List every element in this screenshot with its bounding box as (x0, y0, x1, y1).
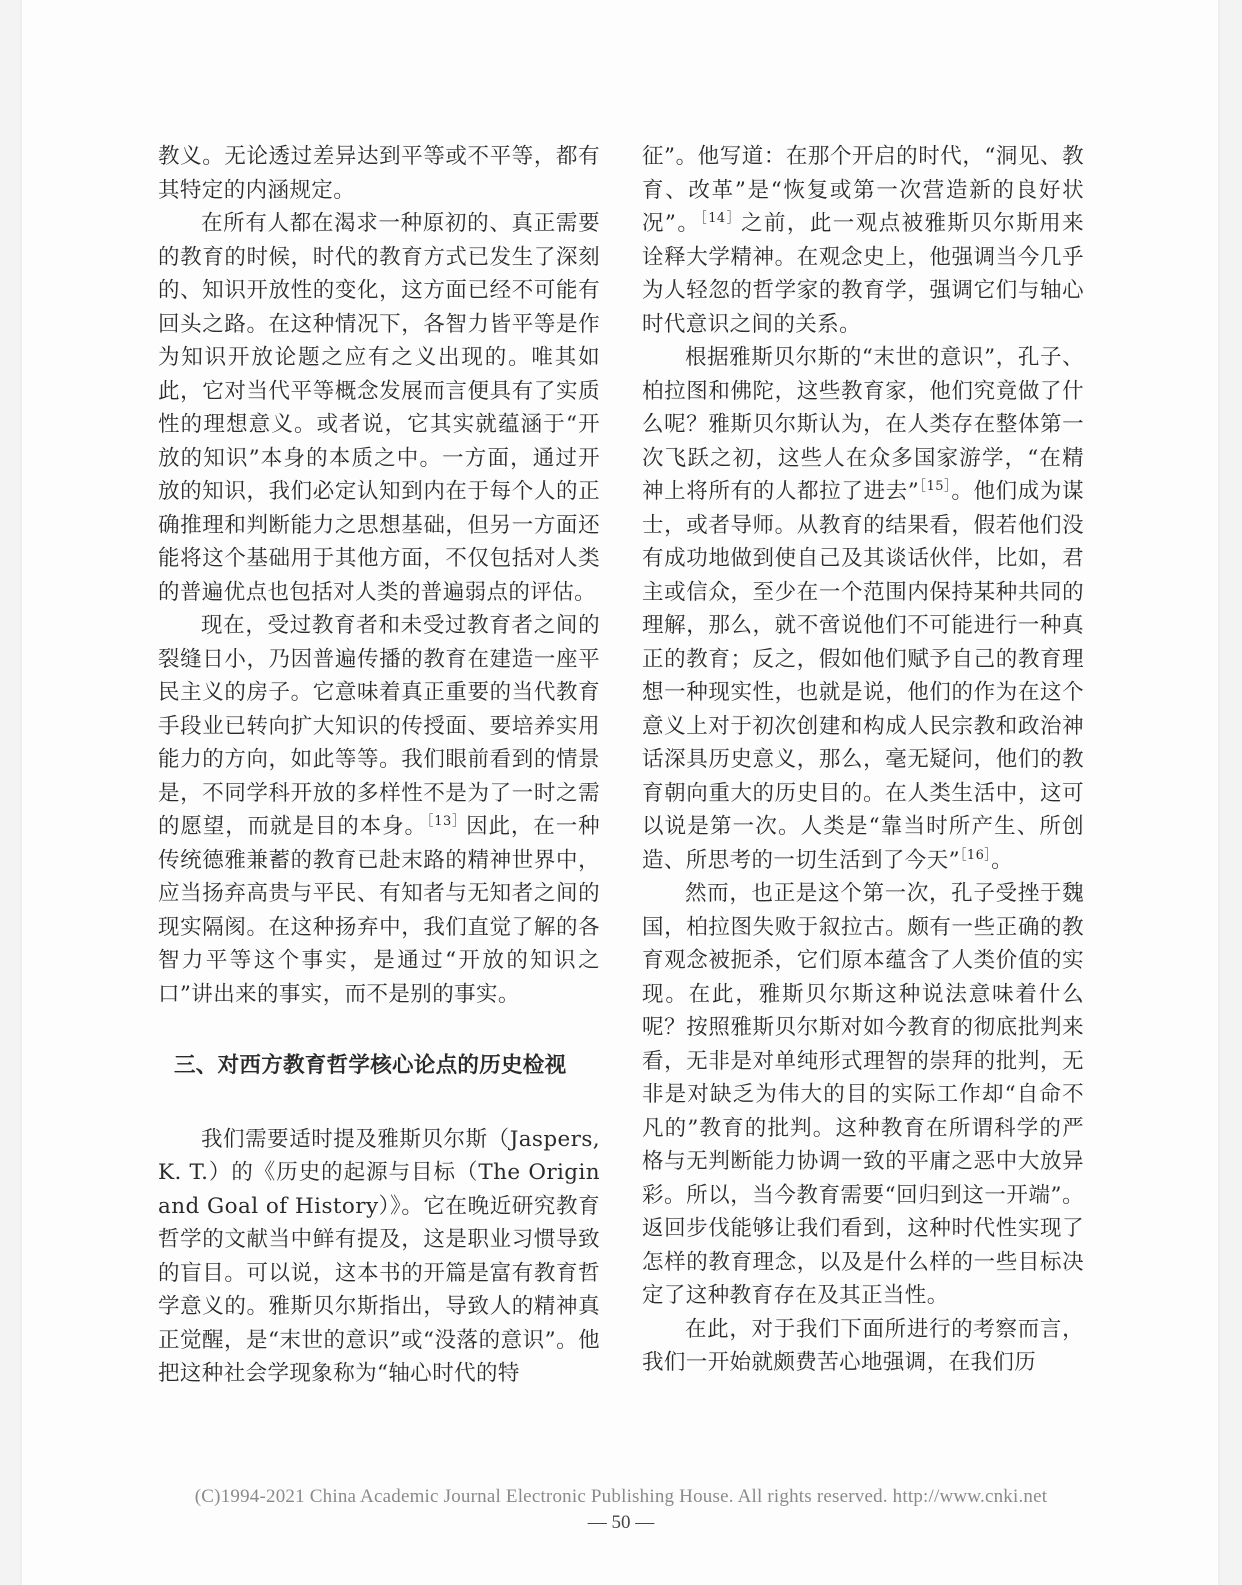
right-column (642, 140, 1084, 1380)
paragraph-text: 根据雅斯贝尔斯的“末世的意识”，孔子、柏拉图和佛陀，这些教育家，他们究竟做了什么呢？雅斯贝尔斯认为，在人类存在整体第一次飞跃之初，这些人在众多国家游学，“在精神上将所有的人都拉了进去” (642, 345, 1084, 504)
section-heading: 三、对西方教育哲学核心论点的历史检视 (174, 1053, 567, 1078)
citation-ref: ［15］ (919, 478, 952, 494)
paragraph: 然而，也正是这个第一次，孔子受挫于魏国，柏拉图失败于叙拉古。颇有一些正确的教育观念被扼杀，它们原本蕴含了人类价值的实现。在此，雅斯贝尔斯这种说法意味着什么呢？按照雅斯贝尔斯对如今教育的彻底批判来看，无非是对单纯形式理智的崇拜的批判，无非是对缺乏为伟大的目的实际工作却“自命不凡的”教育的批判。这种教育在所谓科学的严格与无判断能力协调一致的平庸之恶中大放异彩。所以，当今教育需要“回归到这一开端”。返回步伐能够让我们看到，这种时代性实现了怎样的教育理念，以及是什么样的一些目标决定了这种教育存在及其正当性。 (642, 881, 1084, 1308)
page-number: — 50 — (587, 1512, 655, 1533)
citation-ref: ［16］ (960, 847, 992, 863)
paragraph (158, 609, 600, 1011)
citation-ref: ［13］ (426, 813, 467, 829)
paragraph: 在所有人都在渴求一种原初的、真正需要的教育的时候，时代的教育方式已发生了深刻的、知识开放性的变化，这方面已经不可能有回头之路。在这种情况下，各智力皆平等是作为知识开放论题之应有之义出现的。唯其如此，它对当代平等概念发展而言便具有了实质性的理想意义。或者说，它其实就蕴涵于“开放的知识”本身的本质之中。一方面，通过开放的知识，我们必定认知到内在于每个人的正确推理和判断能力之思想基础，但另一方面还能将这个基础用于其他方面，不仅包括对人类的普遍优点也包括对人类的普遍弱点的评估。 (158, 211, 600, 605)
paragraph (642, 140, 1084, 341)
paragraph-text: 之前，此一观点被雅斯贝尔斯用来诠释大学精神。在观念史上，他强调当今几乎为人轻忽的哲学家的教育学，强调它们与轴心时代意识之间的关系。 (642, 211, 1084, 337)
paragraph: 教义。无论透过差异达到平等或不平等，都有其特定的内涵规定。 (158, 144, 600, 203)
paragraph-text: 因此，在一种传统德雅兼蓄的教育已赴末路的精神世界中，应当扬弃高贵与平民、有知者与无知者之间的现实隔阂。在这种扬弃中，我们直觉了解的各智力平等这个事实，是通过“开放的知识之口”讲出来的事实，而不是别的事实。 (158, 814, 600, 1007)
paragraph-text: 现在，受过教育者和未受过教育者之间的裂缝日小，乃因普遍传播的教育在建造一座平民主义的房子。它意味着真正重要的当代教育手段业已转向扩大知识的传授面、要培养实用能力的方向，如此等等。我们眼前看到的情景是，不同学科开放的多样性不是为了一时之需的愿望，而就是目的本身。 (158, 613, 600, 839)
copyright-notice: (C)1994-2021 China Academic Journal Electronic Publishing House. All rights reserved. http://www.cnki.net (194, 1486, 1048, 1507)
paragraph-text: 征”。他写道：在那个开启的时代，“洞见、教育、改革”是“恢复或第一次营造新的良好状况”。 (642, 144, 1084, 236)
left-column (158, 140, 600, 1391)
paragraph-text: 。 (991, 847, 1014, 873)
paragraph: 在此，对于我们下面所进行的考察而言，我们一开始就颇费苦心地强调，在我们历 (642, 1316, 1084, 1375)
citation-ref: ［14］ (700, 210, 742, 226)
paragraph-text: 。他们成为谋士，或者导师。从教育的结果看，假若他们没有成功地做到使自己及其谈话伙伴，比如，君主或信众，至少在一个范围内保持某种共同的理解，那么，就不啻说他们不可能进行一种真正的教育；反之，假如他们赋予自己的教育理想一种现实性，也就是说，他们的作为在这个意义上对于初次创建和构成人民宗教和政治神话深具历史意义，那么，毫无疑问，他们的教育朝向重大的历史目的。在人类生活中，这可以说是第一次。人类是“靠当时所产生、所创造、所思考的一切生活到了今天” (642, 479, 1084, 873)
paragraph (642, 341, 1084, 877)
paragraph: 我们需要适时提及雅斯贝尔斯（Jaspers, K. T.）的《历史的起源与目标（The Origin and Goal of History）》。它在晚近研究教育哲学的文献当中鲜有提及，这是职业习惯导致的盲目。可以说，这本书的开篇是富有教育哲学意义的。雅斯贝尔斯指出，导致人的精神真正觉醒，是“末世的意识”或“没落的意识”。他把这种社会学现象称为“轴心时代的特 (158, 1126, 600, 1386)
